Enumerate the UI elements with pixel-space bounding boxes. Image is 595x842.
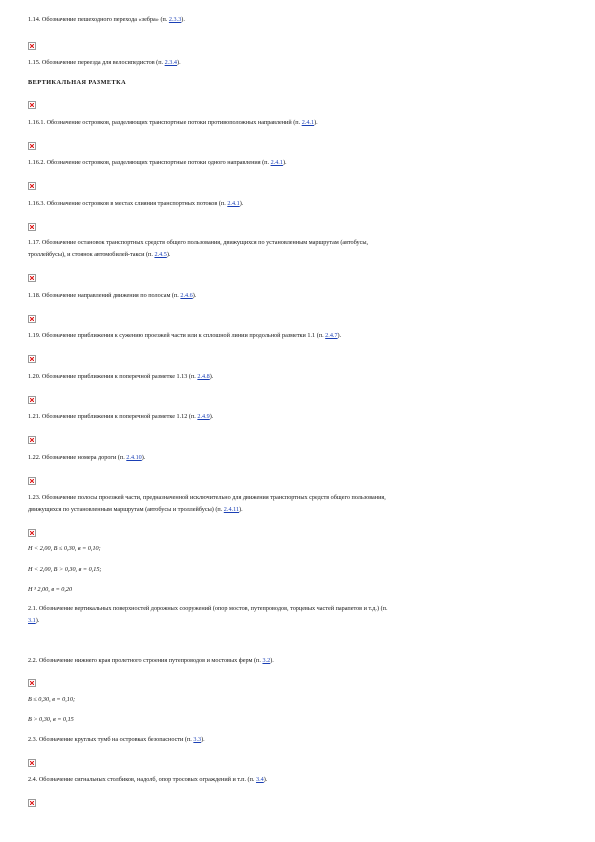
formula-line [28, 542, 567, 555]
paragraph-text: 2.2. Обозначение нижнего края пролетного строения путепроводов и мостовых ферм (п. [28, 657, 263, 664]
broken-image-icon [28, 142, 36, 150]
section-link[interactable]: 2.4.8 [197, 373, 210, 380]
section-link[interactable]: 2.4.11 [223, 506, 240, 513]
paragraph-text: 2.4. Обозначение сигнальных столбиков, надолб, опор тросовых ограждений и т.п. (п. [28, 776, 257, 783]
broken-image-icon [28, 274, 36, 282]
paragraph-tail: ). [35, 617, 40, 624]
broken-image-icon [28, 396, 36, 404]
broken-image-icon [28, 799, 36, 807]
formula-line [28, 693, 567, 706]
section-link[interactable]: 2.4.6 [180, 292, 193, 299]
paragraph-line [28, 370, 567, 383]
section-link[interactable]: 2.4.1 [301, 119, 315, 126]
paragraph-text: 1.16.1. Обозначение островков, разделяющих транспортные потоки противоположных направлений (п. [28, 119, 302, 126]
paragraph-text: 1.21. Обозначение приближения к поперечной разметке 1.12 (п. [28, 413, 198, 420]
section-link[interactable]: 2.4.7 [325, 332, 338, 339]
section-link[interactable]: 2.4.10 [126, 454, 142, 461]
broken-image-icon [28, 759, 36, 767]
paragraph-line [28, 156, 567, 169]
paragraph-tail: ). [209, 413, 214, 420]
paragraph-tail: ). [141, 454, 146, 461]
paragraph-line [28, 654, 567, 667]
broken-image-icon [28, 355, 36, 363]
broken-image-icon [28, 679, 36, 687]
section-link[interactable]: 2.4.5 [154, 251, 167, 258]
paragraph-text: троллейбусы), и стоянок автомобилей-такси (п. [28, 251, 155, 258]
paragraph-tail: ). [263, 776, 268, 783]
paragraph-line [28, 614, 567, 627]
paragraph-text: ВЕРТИКАЛЬНАЯ РАЗМЕТКА [28, 79, 127, 86]
paragraph-text: 1.18. Обозначение направлений движения по полосам (п. [28, 292, 181, 299]
broken-image-icon [28, 315, 36, 323]
section-link[interactable]: 3.1 [28, 617, 36, 624]
paragraph-line [28, 503, 567, 516]
paragraph-line [28, 451, 567, 464]
section-link[interactable]: 2.4.1 [227, 200, 240, 207]
paragraph-text: 1.16.3. Обозначение островков в местах слияния транспортных потоков (п. [28, 200, 228, 207]
paragraph-line [28, 410, 567, 423]
section-link[interactable]: 2.3.3 [168, 16, 182, 23]
paragraph-line [28, 773, 567, 786]
paragraph-text: 1.16.2. Обозначение островков, разделяющих транспортные потоки одного направления (п. [28, 159, 271, 166]
section-link[interactable]: 2.4.1 [270, 159, 283, 166]
section-heading [28, 76, 567, 89]
paragraph-text: 1.20. Обозначение приближения к поперечной разметке 1.13 (п. [28, 373, 198, 380]
broken-image-icon [28, 42, 36, 50]
paragraph-line [28, 13, 567, 26]
broken-image-icon [28, 529, 36, 537]
paragraph-tail: ). [337, 332, 342, 339]
paragraph-line [28, 116, 567, 129]
paragraph-text: 1.14. Обозначение пешеходного перехода «зебра» (п. [28, 16, 169, 23]
paragraph-tail: ). [239, 506, 243, 513]
section-link[interactable]: 3.2 [262, 657, 271, 664]
paragraph-tail: ). [177, 59, 181, 66]
paragraph-line [28, 248, 567, 261]
paragraph-text: 2.3. Обозначение круглых тумб на островках безопасности (п. [28, 736, 194, 743]
paragraph-tail: ). [192, 292, 197, 299]
section-link[interactable]: 3.4 [256, 776, 264, 783]
paragraph-text: движущихся по установленным маршрутам (автобусы и троллейбусы) (п. [28, 506, 224, 513]
paragraph-text: H < 2,00, B > 0,30, в = 0,15; [28, 566, 102, 573]
paragraph-tail: ). [209, 373, 214, 380]
broken-image-icon [28, 101, 36, 109]
paragraph-line [28, 197, 567, 210]
formula-line [28, 713, 567, 726]
paragraph-tail: ). [181, 16, 185, 23]
paragraph-text: 2.1. Обозначение вертикальных поверхностей дорожных сооружений (опор мостов, путепроводов, торцевых частей парапетов и т.д.) (п. [28, 605, 388, 612]
section-link[interactable]: 2.4.9 [197, 413, 210, 420]
paragraph-text: 1.15. Обозначение переезда для велосипедистов (п. [28, 59, 165, 66]
paragraph-line [28, 289, 567, 302]
broken-image-icon [28, 182, 36, 190]
paragraph-text: 1.22. Обозначение номера дороги (п. [28, 454, 127, 461]
paragraph-text: 1.23. Обозначение полосы проезжей части, предназначенной исключительно для движения транспортных средств общего пользования, [28, 494, 386, 501]
paragraph-tail: ). [201, 736, 205, 743]
paragraph-tail: ). [270, 657, 274, 664]
paragraph-line [28, 56, 567, 69]
paragraph-line [28, 329, 567, 342]
broken-image-icon [28, 223, 36, 231]
paragraph-line [28, 733, 567, 746]
paragraph-tail: ). [282, 159, 287, 166]
section-link[interactable]: 3.3 [193, 736, 202, 743]
paragraph-text: 1.19. Обозначение приближения к сужению проезжей части или к сплошной линии продольной разметки 1.1 (п. [28, 332, 326, 339]
section-link[interactable]: 2.3.4 [164, 59, 178, 66]
paragraph-tail: ). [166, 251, 171, 258]
broken-image-icon [28, 477, 36, 485]
paragraph-text: H < 2,00, B ≤ 0,30, в = 0,10; [28, 545, 101, 552]
broken-image-icon [28, 436, 36, 444]
formula-line [28, 563, 567, 576]
paragraph-text: B > 0,30, в = 0,15 [28, 716, 74, 723]
paragraph-tail: ). [314, 119, 318, 126]
formula-line [28, 583, 567, 596]
paragraph-text: B ≤ 0,30, в = 0,10; [28, 696, 76, 703]
paragraph-tail: ). [239, 200, 244, 207]
paragraph-text: H ³ 2,00, в = 0,20 [28, 586, 73, 593]
paragraph-text: 1.17. Обозначение остановок транспортных средств общего пользования, движущихся по установленным маршрутам (автобусы, [28, 239, 369, 246]
